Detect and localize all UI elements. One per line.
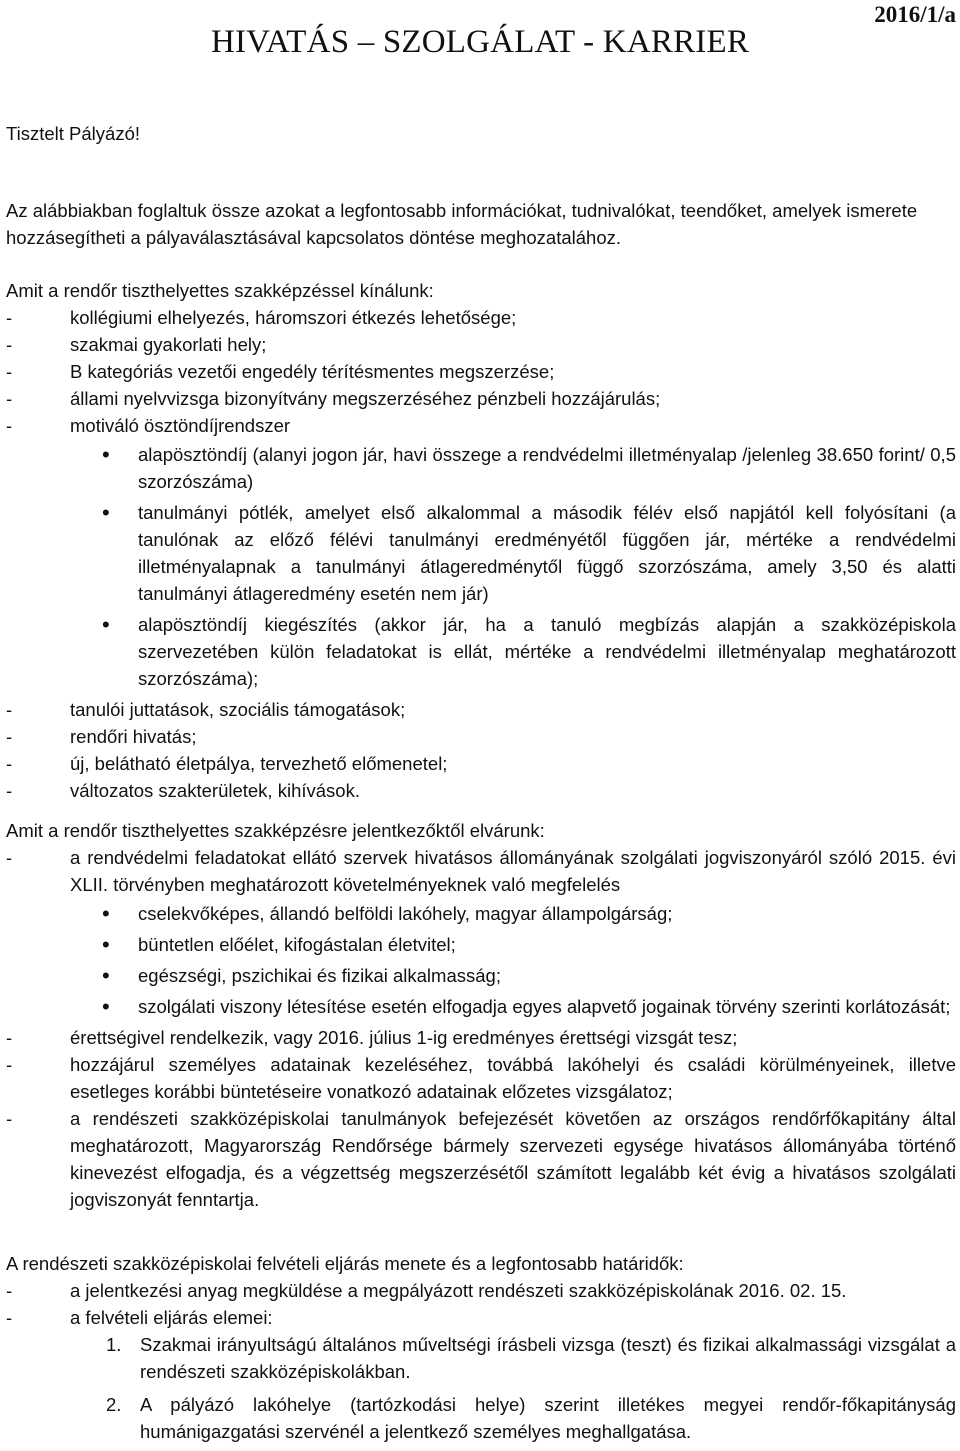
list-item: - a jelentkezési anyag megküldése a megpályázott rendészeti szakközépiskolának 2016. 02. 15. (6, 1277, 956, 1304)
offer-list-continued (6, 696, 956, 804)
bullet-item: • cselekvőképes, állandó belföldi lakóhely, magyar állampolgárság; (6, 900, 956, 927)
scholarship-list (6, 441, 956, 692)
numbered-item (6, 1331, 956, 1385)
list-item: - érettségivel rendelkezik, vagy 2016. július 1-ig eredményes érettségi vizsgát tesz; (6, 1024, 956, 1051)
bullet-item: • alapösztöndíj (alanyi jogon jár, havi összege a rendvédelmi illetményalap /jelenleg 38.650 forint/ 0,5 szorzószáma) (6, 441, 956, 495)
list-item: - B kategóriás vezetői engedély térítésmentes megszerzése; (6, 358, 956, 385)
list-item: - a rendészeti szakközépiskolai tanulmányok befejezését követően az országos rendőrfőkapitány által meghatározott, Magyarország Rendőrsége bármely szervezeti egysége hivatásos állományába történő kinevezést elfogadja, és a végzettség megszerzésétől számított legalább két évig a hivatásos szolgálati jogviszonyát fenntartja. (6, 1105, 956, 1213)
bullet-item: • egészségi, pszichikai és fizikai alkalmasság; (6, 962, 956, 989)
list-item: - motiváló ösztöndíjrendszer (6, 412, 956, 439)
bullet-item: • alapösztöndíj kiegészítés (akkor jár, ha a tanuló megbízás alapján a szakközépiskola szervezetében külön feladatokat is ellát, mértéke a rendvédelmi illetményalap meghatározott szorzószáma); (6, 611, 956, 692)
list-item: - új, belátható életpálya, tervezhető előmenetel; (6, 750, 956, 777)
expect-list (6, 844, 956, 898)
list-item: - szakmai gyakorlati hely; (6, 331, 956, 358)
admission-steps (6, 1331, 956, 1445)
admission-heading: A rendészeti szakközépiskolai felvételi eljárás menete és a legfontosabb határidők: (6, 1253, 684, 1274)
list-item: - a rendvédelmi feladatokat ellátó szervek hivatásos állományának szolgálati jogviszonyáról szóló 2015. évi XLII. törvényben meghatározott követelményeknek való megfelelés (6, 844, 956, 898)
list-item: - kollégiumi elhelyezés, háromszori étkezés lehetősége; (6, 304, 956, 331)
step-number: 2. (106, 1394, 122, 1415)
admission-section (6, 1250, 956, 1451)
list-item: - hozzájárul személyes adatainak kezeléséhez, továbbá lakóhelyi és családi körülményeinek, illetve esetleges korábbi büntetéseire vonatkozó adatainak előzetes vizsgálatoz; (6, 1051, 956, 1105)
step-text: Szakmai irányultságú általános műveltségi írásbeli vizsga (teszt) és fizikai alkalmassági vizsgálat a rendészeti szakközépiskolákban. (140, 1334, 956, 1382)
list-item: - rendőri hivatás; (6, 723, 956, 750)
intro-paragraph: Az alábbiakban foglaltuk össze azokat a legfontosabb információkat, tudnivalókat, teendőket, amelyek ismerete hozzásegítheti a pályaválasztásával kapcsolatos döntése meghozatalához. (6, 200, 918, 248)
edition-number: 2016/1/a (874, 2, 956, 27)
admission-list (6, 1277, 956, 1331)
offer-section (6, 277, 956, 804)
expect-heading: Amit a rendőr tiszthelyettes szakképzésre jelentkezőktől elvárunk: (6, 820, 545, 841)
bullet-item: • tanulmányi pótlék, amelyet első alkalommal a második félév első napjától kell folyósítani (a tanulónak az előző félévi tanulmányi eredményétől függően jár, mértéke a rendvédelmi illetményalapnak a tanulmányi átlageredménytől függő szorzószáma, amely 3,50 és alatti tanulmányi átlageredmény esetén nem jár) (6, 499, 956, 607)
list-item: - állami nyelvvizsga bizonyítvány megszerzéséhez pénzbeli hozzájárulás; (6, 385, 956, 412)
bullet-item: • büntetlen előélet, kifogástalan életvitel; (6, 931, 956, 958)
bullet-item: • szolgálati viszony létesítése esetén elfogadja egyes alapvető jogainak törvény szerinti korlátozását; (6, 993, 956, 1020)
expect-list-continued (6, 1024, 956, 1213)
list-item: - változatos szakterületek, kihívások. (6, 777, 956, 804)
greeting: Tisztelt Pályázó! (6, 123, 140, 144)
step-text: A pályázó lakóhelye (tartózkodási helye) szerint illetékes megyei rendőr-főkapitányság humánigazgatási szervénél a jelentkező személyes meghallgatása. (140, 1394, 956, 1442)
numbered-item (6, 1391, 956, 1445)
offer-list (6, 304, 956, 439)
expect-section (6, 817, 956, 1213)
requirements-list (6, 900, 956, 1020)
list-item: - a felvételi eljárás elemei: (6, 1304, 956, 1331)
list-item: - tanulói juttatások, szociális támogatások; (6, 696, 956, 723)
step-number: 1. (106, 1334, 122, 1355)
page-title: HIVATÁS – SZOLGÁLAT - KARRIER (210, 24, 750, 60)
offer-heading: Amit a rendőr tiszthelyettes szakképzéssel kínálunk: (6, 280, 434, 301)
